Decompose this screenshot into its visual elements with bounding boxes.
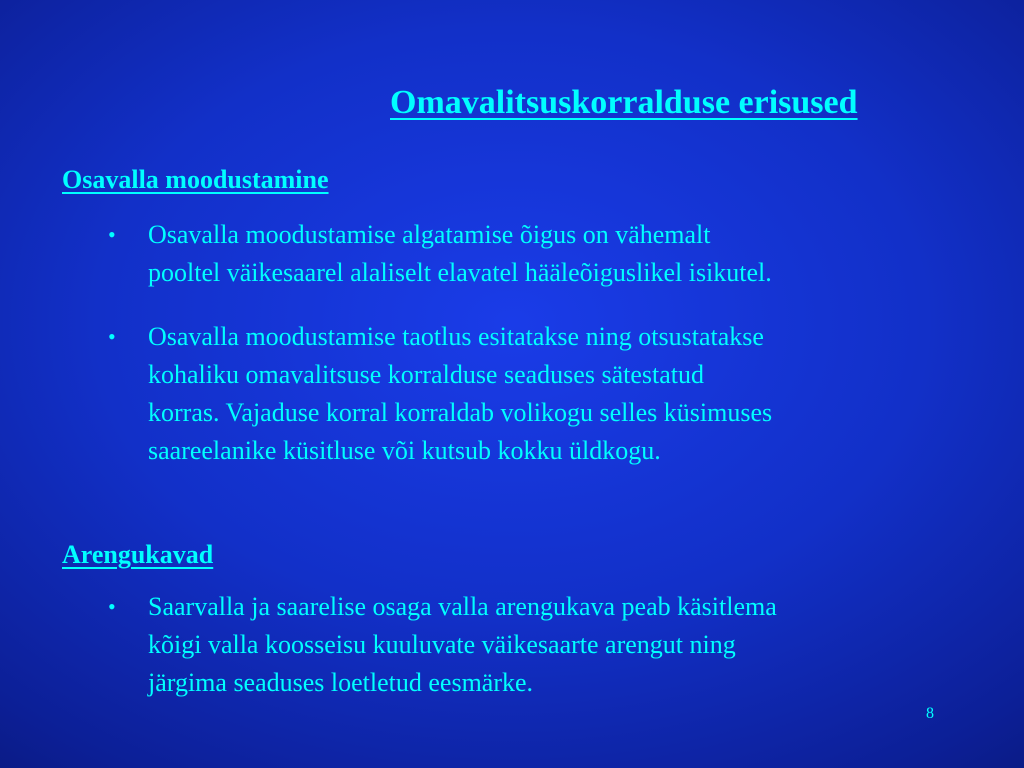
bullet-text: Saarvalla ja saarelise osaga valla arengukava peab käsitlema kõigi valla koosseisu kuuluvate väikesaarte arengut ning järgima seaduses loetletud eesmärke.	[148, 592, 777, 697]
bullet-item	[108, 216, 988, 292]
bullet-text: Osavalla moodustamise taotlus esitatakse ning otsustatakse kohaliku omavalitsuse korralduse seaduses sätestatud korras. Vajaduse korral korraldab volikogu selles küsimuses saareelanike küsitluse või kutsub kokku üldkogu.	[148, 322, 773, 465]
section-heading-osavalla: Osavalla moodustamine	[62, 165, 329, 194]
bullet-icon: •	[108, 222, 116, 247]
bullet-item	[108, 318, 988, 470]
page-number: 8	[926, 705, 934, 722]
section-heading-arengukavad: Arengukavad	[62, 540, 214, 569]
slide-title: Omavalitsuskorralduse erisused	[390, 84, 858, 121]
bullet-text: Osavalla moodustamise algatamise õigus on vähemalt pooltel väikesaarel alaliselt elavatel hääleõiguslikel isikutel.	[148, 220, 772, 287]
bullet-icon: •	[108, 324, 116, 349]
bullet-item	[108, 588, 988, 702]
bullet-icon: •	[108, 594, 116, 619]
